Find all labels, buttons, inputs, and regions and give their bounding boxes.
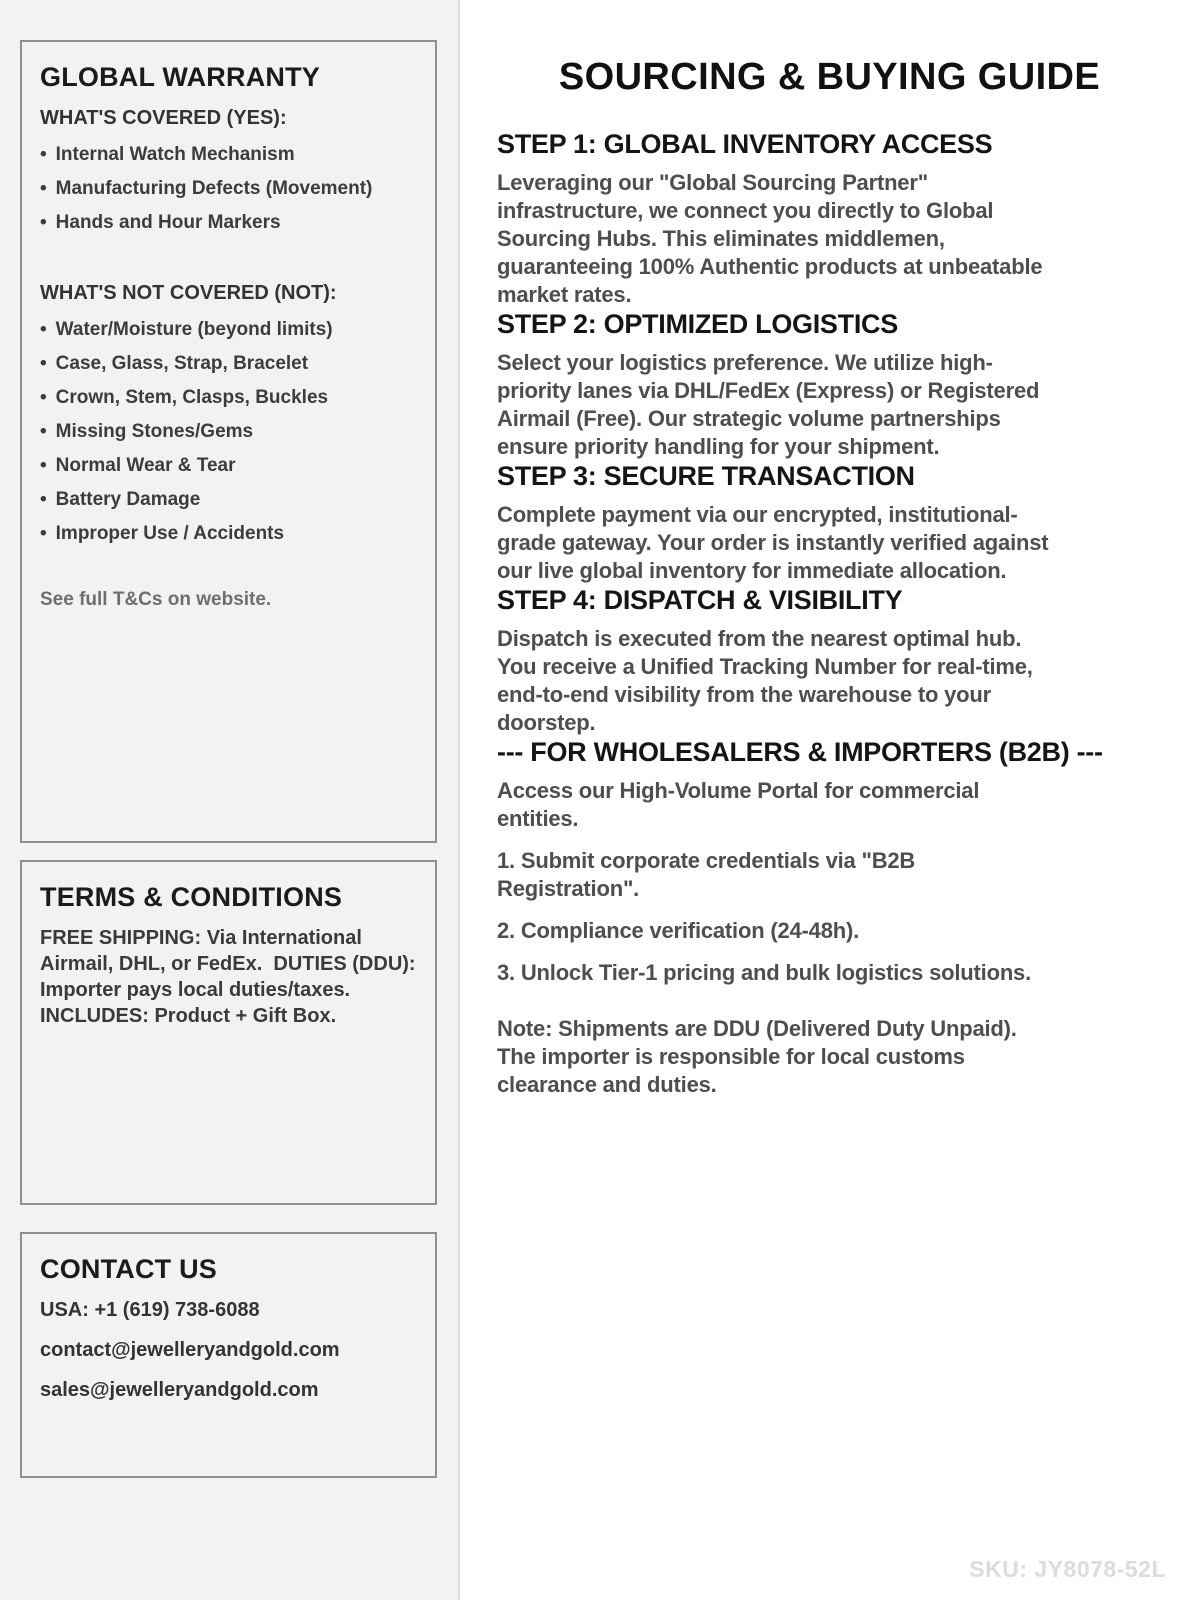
list-item-text: Water/Moisture (beyond limits) <box>55 319 333 340</box>
covered-heading: WHAT'S COVERED (YES): <box>40 107 287 129</box>
sales-email: sales@jewelleryandgold.com <box>40 1379 319 1401</box>
b2b-item-2: 2. Compliance verification (24-48h). <box>497 918 860 943</box>
bullet-icon: • <box>40 387 47 408</box>
ddu-note: Note: Shipments are DDU (Delivered Duty Unpaid). The importer is responsible for local customs clearance and duties. <box>497 1016 1017 1097</box>
step-3-section <box>497 461 1162 585</box>
list-item-text: Manufacturing Defects (Movement) <box>55 178 373 199</box>
step-4-body: Dispatch is executed from the nearest optimal hub. You receive a Unified Tracking Number for real-time, end-to-end visibility from the warehouse to your doorstep. <box>497 626 1033 735</box>
bullet-icon: • <box>40 489 47 510</box>
step-2-section <box>497 309 1162 461</box>
sidebar <box>0 0 460 1600</box>
b2b-item-3: 3. Unlock Tier-1 pricing and bulk logistics solutions. <box>497 960 1032 985</box>
bullet-icon: • <box>40 178 47 199</box>
terms-title: TERMS & CONDITIONS <box>40 882 343 912</box>
global-warranty-box <box>20 40 437 843</box>
step-4-section <box>497 585 1162 737</box>
list-item <box>40 206 417 240</box>
step-4-heading: STEP 4: DISPATCH & VISIBILITY <box>497 585 903 615</box>
bullet-icon: • <box>40 144 47 165</box>
list-item <box>40 517 417 551</box>
step-1-heading: STEP 1: GLOBAL INVENTORY ACCESS <box>497 129 993 159</box>
bullet-icon: • <box>40 455 47 476</box>
sku-label: SKU: JY8078-52L <box>969 1556 1166 1582</box>
b2b-item-1: 1. Submit corporate credentials via "B2B Registration". <box>497 848 916 901</box>
page-title: SOURCING & BUYING GUIDE <box>558 56 1101 98</box>
bullet-icon: • <box>40 319 47 340</box>
step-1-section <box>497 129 1162 309</box>
list-item-text: Internal Watch Mechanism <box>55 144 295 165</box>
step-3-heading: STEP 3: SECURE TRANSACTION <box>497 461 915 491</box>
guide-content <box>462 0 1200 1600</box>
contact-email: contact@jewelleryandgold.com <box>40 1339 340 1361</box>
step-3-body: Complete payment via our encrypted, institutional-grade gateway. Your order is instantly verified against our live global inventory for immediate allocation. <box>497 502 1049 583</box>
terms-body: FREE SHIPPING: Via International Airmail, DHL, or FedEx. DUTIES (DDU): Importer pays local duties/taxes. INCLUDES: Product + Gift Box. <box>40 927 422 1027</box>
step-2-body: Select your logistics preference. We utilize high-priority lanes via DHL/FedEx (Express) or Registered Airmail (Free). Our strategic volume partnerships ensure priority handling for your shipment. <box>497 350 1040 459</box>
warranty-title: GLOBAL WARRANTY <box>40 62 320 92</box>
b2b-heading: --- FOR WHOLESALERS & IMPORTERS (B2B) --- <box>497 737 1103 767</box>
step-1-body: Leveraging our "Global Sourcing Partner" infrastructure, we connect you directly to Global Sourcing Hubs. This eliminates middlemen, guaranteeing 100% Authentic products at unbeatable market rates. <box>497 170 1043 307</box>
not-covered-heading: WHAT'S NOT COVERED (NOT): <box>40 282 337 304</box>
warranty-footnote: See full T&Cs on website. <box>40 589 272 610</box>
list-item-text: Improper Use / Accidents <box>55 523 285 544</box>
b2b-section <box>497 737 1162 1099</box>
not-covered-list <box>40 313 417 551</box>
list-item <box>40 381 417 415</box>
bullet-icon: • <box>40 212 47 233</box>
list-item <box>40 172 417 206</box>
list-item-text: Missing Stones/Gems <box>55 421 254 442</box>
list-item-text: Normal Wear & Tear <box>55 455 236 476</box>
contact-title: CONTACT US <box>40 1254 217 1284</box>
contact-phone: USA: +1 (619) 738-6088 <box>40 1299 260 1321</box>
list-item <box>40 138 417 172</box>
list-item <box>40 449 417 483</box>
list-item-text: Case, Glass, Strap, Bracelet <box>55 353 309 374</box>
list-item <box>40 347 417 381</box>
covered-list <box>40 138 417 240</box>
list-item-text: Hands and Hour Markers <box>55 212 281 233</box>
terms-box <box>20 860 437 1205</box>
list-item-text: Battery Damage <box>55 489 201 510</box>
list-item <box>40 415 417 449</box>
step-2-heading: STEP 2: OPTIMIZED LOGISTICS <box>497 309 898 339</box>
list-item <box>40 313 417 347</box>
list-item <box>40 483 417 517</box>
b2b-intro: Access our High-Volume Portal for commercial entities. <box>497 778 980 831</box>
bullet-icon: • <box>40 353 47 374</box>
bullet-icon: • <box>40 523 47 544</box>
bullet-icon: • <box>40 421 47 442</box>
contact-box <box>20 1232 437 1478</box>
list-item-text: Crown, Stem, Clasps, Buckles <box>55 387 329 408</box>
